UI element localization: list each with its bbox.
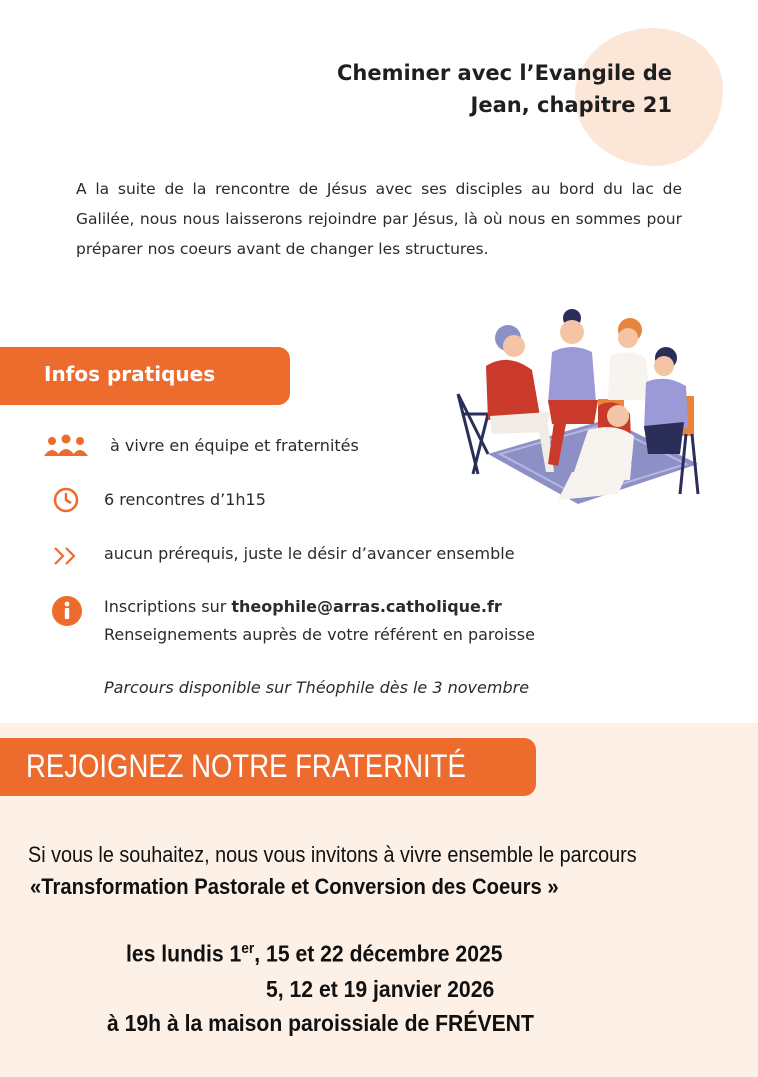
title-line-1: Cheminer avec l’Evangile de: [337, 61, 672, 85]
page-title: [337, 58, 672, 121]
dates-rest: , 15 et 22 décembre 2025: [254, 940, 503, 967]
info-item-sessions: 6 rencontres d’1h15: [104, 490, 266, 509]
info-item-prerequisites: aucun prérequis, juste le désir d’avancer ensemble: [104, 544, 515, 563]
infos-heading: Infos pratiques: [44, 362, 216, 386]
group-illustration: [448, 304, 714, 506]
info-item-registration: [104, 597, 502, 616]
program-title: «Transformation Pastorale et Conversion des Coeurs »: [30, 874, 559, 899]
join-heading: REJOIGNEZ NOTRE FRATERNITÉ: [26, 748, 466, 784]
dates-january: 5, 12 et 19 janvier 2026: [266, 976, 495, 1002]
info-item-team: à vivre en équipe et fraternités: [110, 436, 359, 455]
infos-banner: [0, 347, 290, 405]
title-line-2: Jean, chapitre 21: [470, 92, 672, 117]
availability-note: Parcours disponible sur Théophile dès le 3 novembre: [104, 678, 530, 697]
clock-icon: [52, 486, 80, 514]
registration-prefix: Inscriptions sur: [104, 597, 232, 616]
intro-paragraph: A la suite de la rencontre de Jésus avec ses disciples au bord du lac de Galilée, nous nous laisserons rejoindre par Jésus, là où nous en sommes pour préparer nos coeurs avant de changer les structures.: [76, 180, 682, 259]
info-item-contact: Renseignements auprès de votre référent en paroisse: [104, 625, 535, 644]
dates-december: [126, 940, 503, 968]
invitation-text: Si vous le souhaitez, nous vous invitons à vivre ensemble le parcours: [28, 842, 637, 867]
dates-superscript: er: [241, 940, 255, 957]
double-chevron-icon: [52, 544, 80, 568]
dates-prefix: les lundis 1: [126, 940, 242, 967]
info-icon: [51, 595, 83, 627]
join-banner: [0, 738, 536, 796]
registration-email[interactable]: theophile@arras.catholique.fr: [231, 597, 502, 616]
meeting-place: à 19h à la maison paroissiale de FRÉVENT: [107, 1010, 534, 1036]
group-icon: [42, 434, 90, 460]
